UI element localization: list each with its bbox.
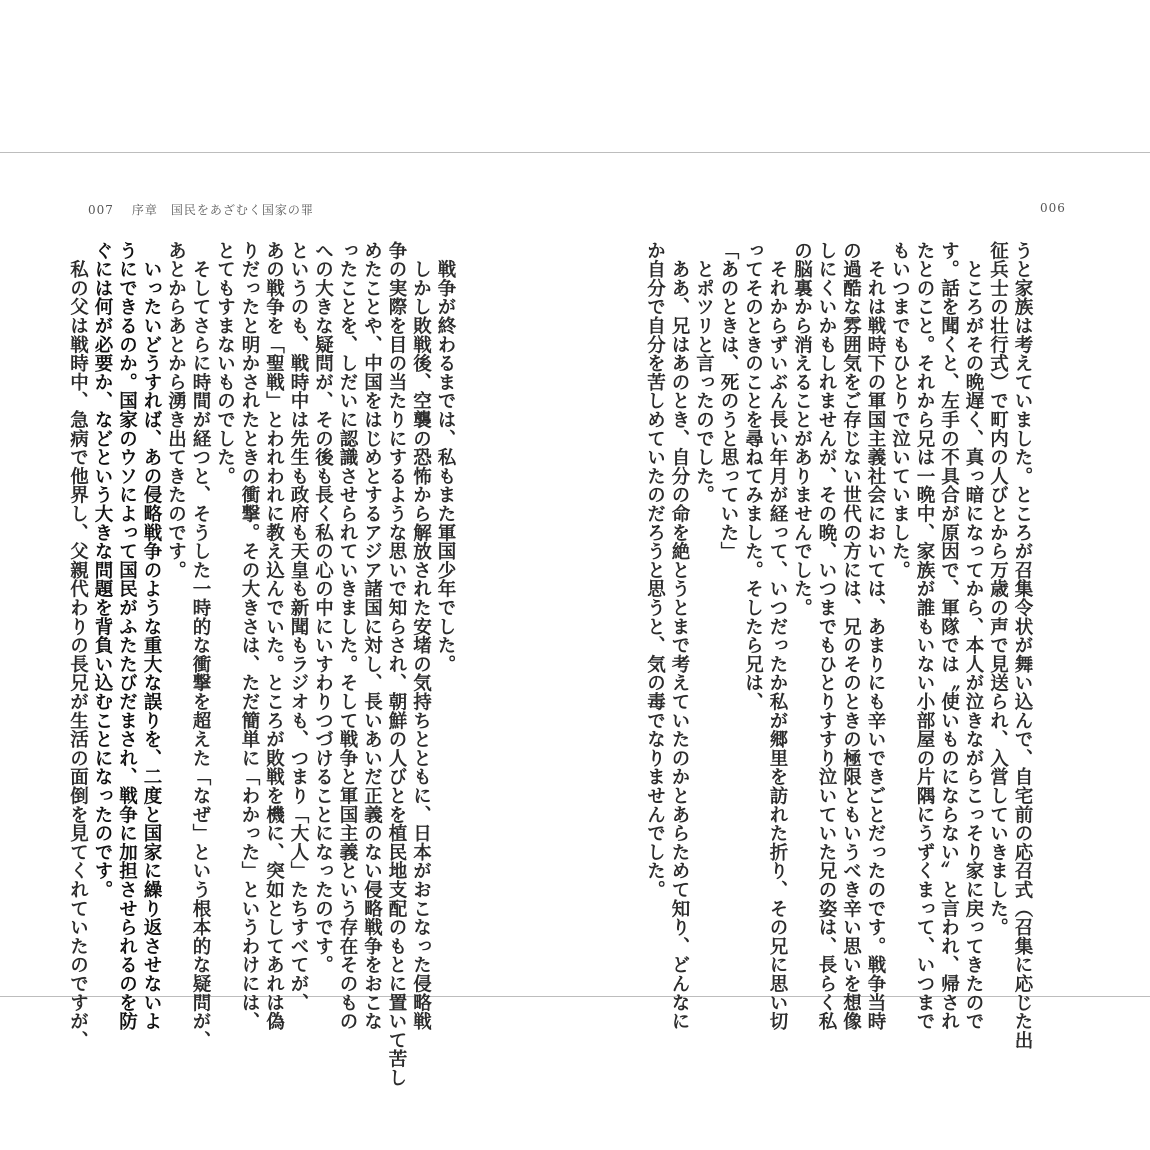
emphasized-text-line: ぐには何が必要か、などという大きな問題を背負い込むことになったのです。: [92, 241, 113, 899]
text-line: しにくいかもしれませんが、その晩、いつまでもひとりすすり泣いていた兄の姿は、長らく私: [816, 241, 837, 1031]
left-page-header: [88, 201, 314, 218]
text-line: の過酷な雰囲気をご存じない世代の方には、兄のそのときの極限ともいうべき辛い思いを想像: [840, 241, 862, 1031]
text-line: か自分で自分を苦しめていたのだろうと思うと、気の毒でなりませんでした。: [644, 241, 666, 899]
text-line: への大きな疑問が、その後も長く私の心の中にいすわりつづけることになったのです。: [312, 241, 334, 975]
running-title: 序章 国民をあざむく国家の罪: [131, 203, 314, 217]
right-page-body: [642, 241, 1034, 1050]
text-line: ったことを、しだいに認識させられていきました。そして戦争と軍国主義という存在そのもの: [337, 241, 358, 1031]
text-line: ああ、兄はあのとき、自分の命を絶とうとまで考えていたのかとあらためて知り、どんなに: [669, 241, 690, 1031]
text-line: す。話を聞くと、左手の不具合が原因で、軍隊では〝使いものにならない〟と言われ、帰され: [938, 241, 960, 1031]
text-line: 私の父は戦時中、急病で他界し、父親代わりの長兄が生活の面倒を見てくれていたのですが、: [67, 241, 89, 1050]
right-page-number: 006: [1040, 201, 1066, 215]
emphasized-text-line: うにできるのか。国家のウソによって国民がふたたびだまされ、戦争に加担させられるのを防: [116, 241, 138, 1031]
text-line: あとからあとから湧き出てきたのです。: [165, 241, 187, 580]
text-line: ところがその晩遅く、真っ暗になってから、本人が泣きながらこっそり家に戻ってきたので: [963, 241, 984, 1031]
text-line: しかし敗戦後、空襲の恐怖から解放された安堵の気持ちとともに、日本がおこなった侵略戦: [410, 241, 432, 1031]
emphasized-text-line: いったいどうすれば、あの侵略戦争のような重大な誤りを、二度と国家に繰り返させないよ: [141, 241, 162, 1031]
text-line: 戦争が終わるまでは、私もまた軍国少年でした。: [435, 241, 456, 674]
text-line: りだったと明かされたときの衝撃。その大きさは、ただ簡単に「わかった」というわけには、: [239, 241, 260, 1031]
text-line: とポツリと言ったのでした。: [693, 241, 715, 505]
text-line: うと家族は考えていました。ところが召集令状が舞い込んで、自宅前の応召式（召集に応じた出: [1012, 241, 1033, 1050]
text-line: ってそのときのことを尋ねてみました。そしたら兄は、: [742, 241, 764, 711]
text-line: それは戦時下の軍国主義社会においては、あまりにも辛いできごとだったのです。戦争当時: [865, 241, 886, 1031]
book-spread: [0, 152, 1150, 1087]
text-line: もいつまでもひとりで泣いていました。: [889, 241, 911, 580]
text-line: 征兵士の壮行式）で町内の人びとから万歳の声で見送られ、入営していきました。: [987, 241, 1009, 937]
text-line: あの戦争を「聖戦」とわれわれに教え込んでいた。ところが敗戦を機に、突如としてあれは偽: [263, 241, 285, 1031]
text-line: 争の実際を目の当たりにするような思いで知らされ、朝鮮の人びとを植民地支配のもとに置いて苦し: [386, 241, 407, 1087]
text-line: めたことや、中国をはじめとするアジア諸国に対し、長いあいだ正義のない侵略戦争をおこな: [361, 241, 383, 1031]
text-line: 「あのときは、死のうと思っていた」: [718, 241, 739, 561]
left-page-number: 007: [88, 203, 114, 217]
left-page-body: [65, 241, 457, 1087]
text-line: たとのこと。それから兄は一晩中、家族が誰もいない小部屋の片隅にうずくまって、いつまで: [914, 241, 935, 1031]
text-line: というのも、戦時中は先生も政府も天皇も新聞もラジオも、つまり「大人」たちすべてが、: [288, 241, 309, 1012]
text-line: それからずいぶん長い年月が経って、いつだったか私が郷里を訪れた折り、その兄に思い切: [767, 241, 788, 1031]
text-line: そしてさらに時間が経つと、そうした一時的な衝撃を超えた「なぜ」という根本的な疑問が、: [190, 241, 211, 1050]
text-line: の脳裏から消えることがありませんでした。: [791, 241, 813, 617]
text-line: とてもすまないものでした。: [214, 241, 236, 486]
